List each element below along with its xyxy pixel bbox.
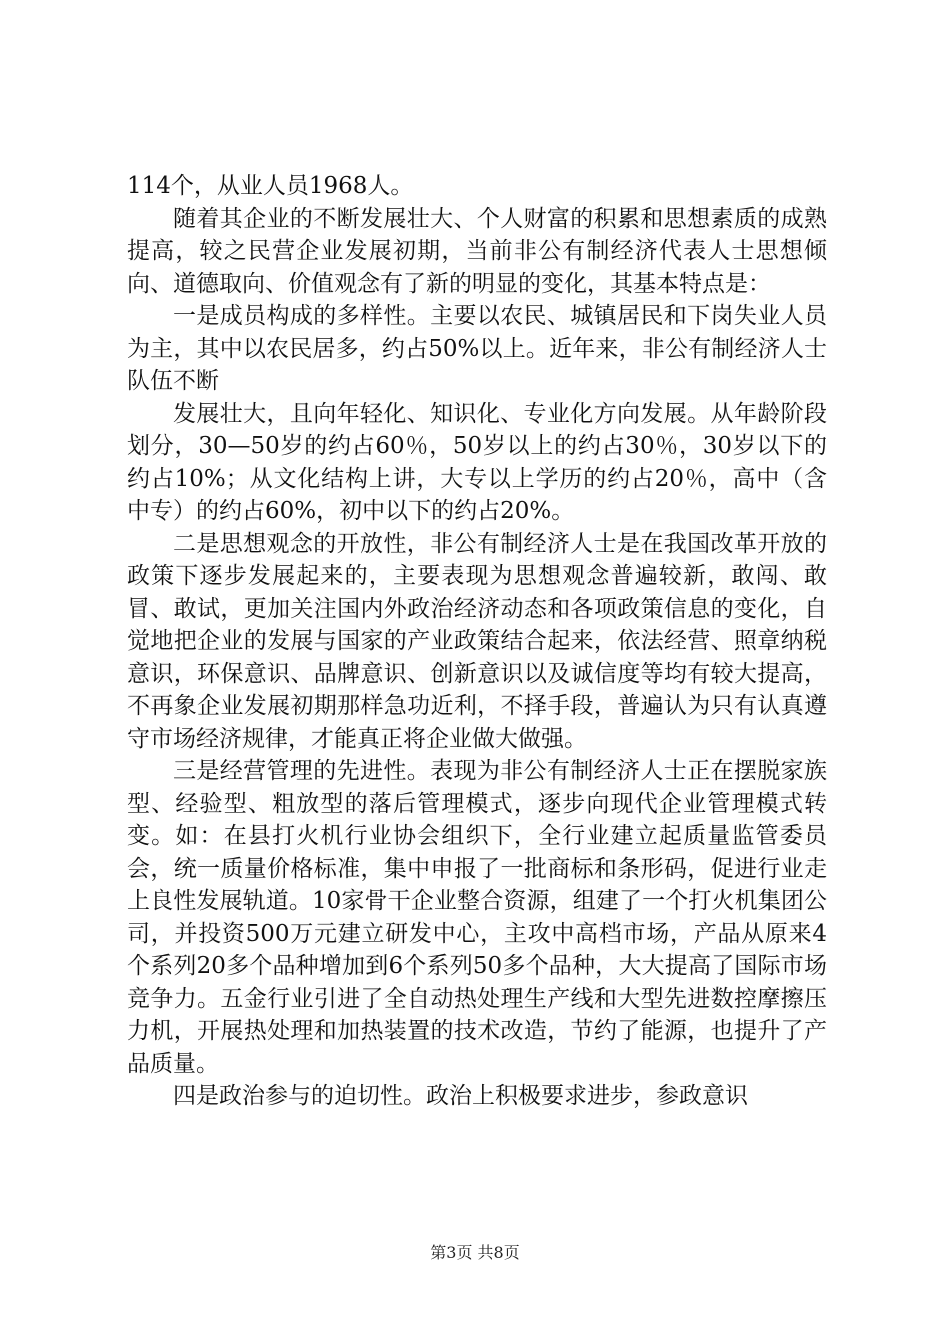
paragraph-point-one-continued: 发展壮大，且向年轻化、知识化、专业化方向发展。从年龄阶段划分，30—50岁的约占60％，50岁以上的约占30％，30岁以下的约占10%；从文化结构上讲，大专以上学历的约占20％，高中（含中专）的约占60%，初中以下的约占20%。: [127, 400, 827, 524]
paragraph-intro: 随着其企业的不断发展壮大、个人财富的积累和思想素质的成熟提高，较之民营企业发展初期，当前非公有制经济代表人士思想倾向、道德取向、价值观念有了新的明显的变化，其基本特点是：: [127, 205, 827, 297]
paragraph-point-one: 一是成员构成的多样性。主要以农民、城镇居民和下岗失业人员为主，其中以农民居多，约占50%以上。近年来，非公有制经济人士队伍不断: [127, 303, 827, 394]
paragraph-point-three: 三是经营管理的先进性。表现为非公有制经济人士正在摆脱家族型、经验型、粗放型的落后管理模式，逐步向现代企业管理模式转变。如：在县打火机行业协会组织下，全行业建立起质量监管委员会，统一质量价格标准，集中申报了一批商标和条形码，促进行业走上良性发展轨道。10家骨干企业整合资源，组建了一个打火机集团公司，并投资500万元建立研发中心，主攻中高档市场，产品从原来4个系列20多个品种增加到6个系列50多个品种，大大提高了国际市场竞争力。五金行业引进了全自动热处理生产线和大型先进数控摩擦压力机，开展热处理和加热装置的技术改造，节约了能源，也提升了产品质量。: [127, 758, 827, 1077]
paragraph-point-four: 四是政治参与的迫切性。政治上积极要求进步，参政意识: [173, 1083, 748, 1109]
page-footer: 第3页 共8页: [430, 1243, 520, 1262]
paragraph-continuation: 114个，从业人员1968人。: [127, 173, 414, 199]
paragraph-point-two: 二是思想观念的开放性，非公有制经济人士是在我国改革开放的政策下逐步发展起来的，主要表现为思想观念普遍较新，敢闯、敢冒、敢试，更加关注国内外政治经济动态和各项政策信息的变化，自觉地把企业的发展与国家的产业政策结合起来，依法经营、照章纳税意识，环保意识、品牌意识、创新意识以及诚信度等均有较大提高，不再象企业发展初期那样急功近利，不择手段，普遍认为只有认真遵守市场经济规律，才能真正将企业做大做强。: [127, 530, 827, 752]
document-body: [127, 170, 827, 1113]
